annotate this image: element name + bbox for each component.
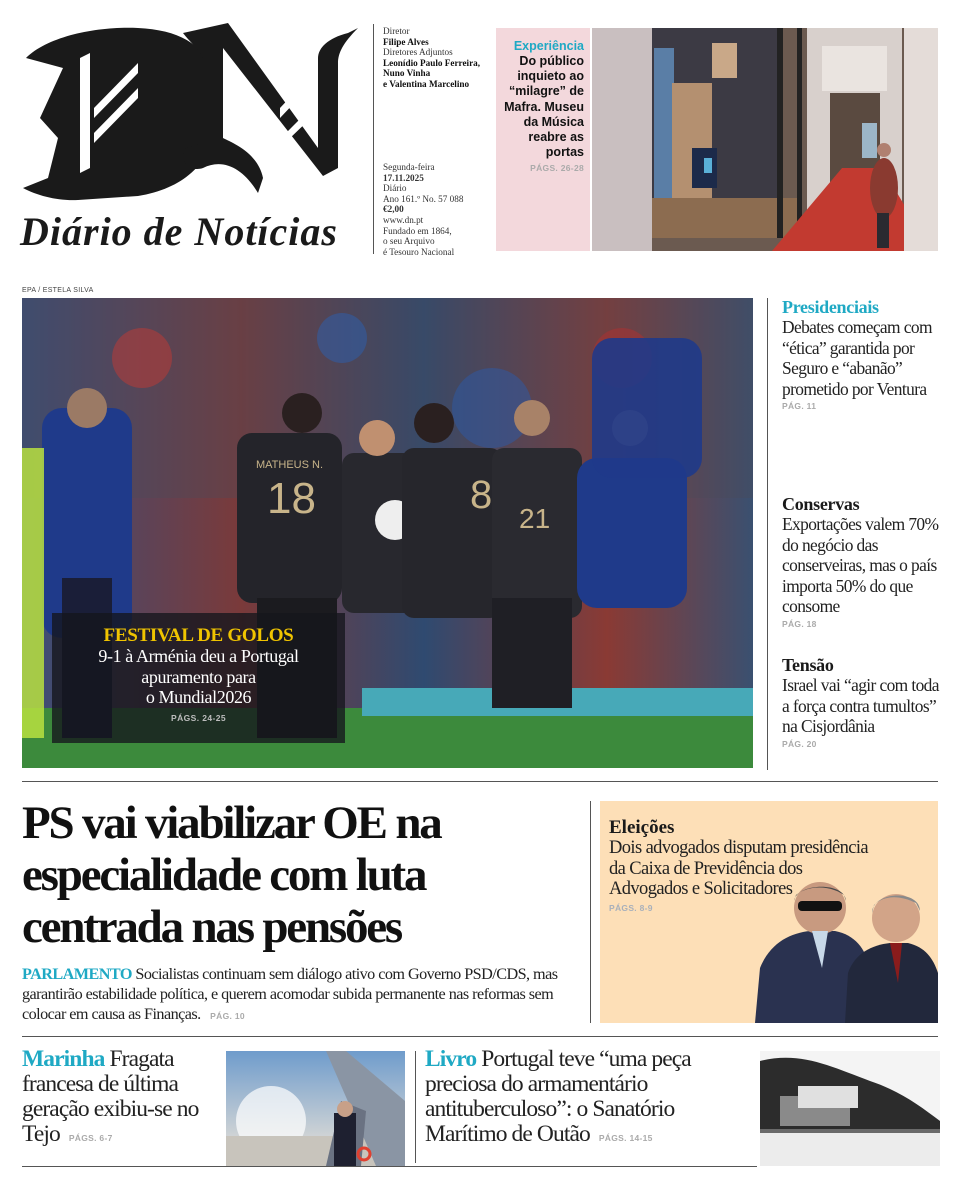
- section-divider: [22, 1036, 938, 1037]
- masthead-staff: [383, 26, 493, 90]
- bottom-headline: Portugal teve “uma peça preciosa do armamentário antituberculoso”: o Sanatório Marítimo de Outão: [425, 1046, 691, 1147]
- masthead-edition: [383, 162, 493, 257]
- bottom-pages: PÁGS. 14-15: [598, 1133, 653, 1143]
- bottom-headline: Fragata francesa de última geração exibiu-se no Tejo: [22, 1046, 199, 1147]
- bottom-kicker: Livro: [425, 1046, 477, 1072]
- elections-headline: Dois advogados disputam presidência da Caixa de Previdência dos Advogados e Solicitadores: [609, 838, 869, 900]
- founded-line: é Tesouro Nacional: [383, 246, 455, 257]
- sidebar-kicker: Tensão: [782, 655, 834, 675]
- deputy-name: e Valentina Marcelino: [383, 78, 470, 89]
- teaser-kicker: Experiência: [513, 39, 584, 53]
- sidebar-item-presidenciais[interactable]: [782, 297, 947, 411]
- teaser-headline: Do público inquieto ao “milagre” de Mafra. Museu da Música reabre as portas: [504, 54, 584, 160]
- lead-body[interactable]: [22, 964, 592, 1026]
- founded-line: o seu Arquivo: [383, 236, 435, 247]
- section-divider: [22, 781, 938, 782]
- sidebar-headline: Debates começam com “ética” garantida por Seguro e “abanão” prometido por Ventura: [782, 317, 932, 399]
- founded-line: Fundado em 1864,: [383, 225, 452, 236]
- elections-kicker: Eleições: [609, 817, 675, 838]
- deputies-label: Diretores Adjuntos: [383, 47, 453, 58]
- sanatorium-photo-icon: [760, 1051, 940, 1166]
- deputy-name: Leonídio Paulo Ferreira,: [383, 57, 481, 68]
- sidebar-headline: Exportações valem 70% do negócio das conserveiras, mas o país importa 50% do que consome: [782, 514, 939, 616]
- museum-photo: [592, 28, 938, 251]
- museum-corridor-photo-icon: [592, 28, 938, 251]
- bottom-rule: [22, 1166, 757, 1167]
- edition-price: €2,00: [383, 204, 404, 215]
- elections-pages: PÁGS. 8-9: [609, 902, 653, 913]
- sidebar-kicker: Conservas: [782, 494, 860, 514]
- edition-weekday: Segunda-feira: [383, 162, 435, 172]
- sidebar-headline: Israel vai “agir com toda a força contra tumultos” na Cisjordânia: [782, 675, 939, 736]
- sidebar-divider: [767, 298, 768, 770]
- caption-line: apuramento para: [141, 666, 256, 687]
- sidebar-pages: PÁG. 11: [782, 401, 817, 411]
- dn-blackletter-logo-icon: [18, 18, 363, 208]
- caption-kicker: FESTIVAL DE GOLOS: [103, 625, 294, 646]
- director-name: Filipe Alves: [383, 36, 429, 47]
- sidebar-pages: PÁG. 18: [782, 618, 817, 629]
- lead-divider: [590, 801, 591, 1023]
- sanatorium-photo: [760, 1051, 940, 1166]
- sidebar-item-conservas[interactable]: [782, 494, 947, 629]
- top-teaser[interactable]: [496, 28, 590, 251]
- sidebar-pages: PÁG. 20: [782, 738, 817, 749]
- caption-line: 9-1 à Arménia deu a Portugal: [98, 646, 299, 666]
- bottom-kicker: Marinha: [22, 1046, 105, 1072]
- edition-frequency: Diário: [383, 183, 407, 194]
- bottom-story-livro[interactable]: [425, 1047, 755, 1151]
- bottom-divider: [415, 1051, 416, 1163]
- sidebar-kicker: Presidenciais: [782, 297, 879, 317]
- website-link[interactable]: www.dn.pt: [383, 214, 424, 225]
- masthead-divider: [373, 24, 374, 254]
- edition-date: 17.11.2025: [383, 172, 424, 183]
- svg-text:21: 21: [519, 503, 551, 534]
- bottom-pages: PÁGS. 6-7: [68, 1133, 113, 1143]
- caption-pages: PÁGS. 24-25: [171, 712, 226, 723]
- caption-line: o Mundial2026: [145, 687, 252, 707]
- lead-pages: PÁG. 10: [210, 1011, 245, 1021]
- masthead-logo-name: Diário de Notícias: [20, 209, 338, 254]
- deputy-name: Nuno Vinha: [383, 68, 431, 79]
- elections-box[interactable]: [600, 801, 938, 1023]
- lead-headline[interactable]: PS vai viabilizar OE na especialidade com luta centrada nas pensões: [22, 797, 441, 953]
- director-label: Diretor: [383, 26, 410, 36]
- frigate-photo-icon: [226, 1051, 405, 1166]
- edition-issue: Ano 161.º No. 57 088: [383, 193, 464, 204]
- teaser-pages: PÁGS. 26-28: [530, 163, 584, 174]
- masthead-logo-monogram: [18, 18, 363, 208]
- bottom-story-marinha[interactable]: [22, 1047, 222, 1151]
- lead-text: Socialistas continuam sem diálogo ativo com Governo PSD/CDS, mas garantirão estabilidade política, e querem acomodar subida permanente nas reformas sem colocar em causa as Finanças.: [22, 965, 558, 1023]
- svg-text:MATHEUS N.: MATHEUS N.: [256, 459, 324, 471]
- lead-kicker: PARLAMENTO: [22, 965, 132, 983]
- frigate-photo: [226, 1051, 405, 1166]
- svg-text:8: 8: [470, 473, 493, 517]
- svg-text:18: 18: [267, 474, 316, 523]
- main-photo-caption[interactable]: [52, 613, 345, 743]
- sidebar-item-tensao[interactable]: [782, 655, 947, 749]
- photo-credit: EPA / ESTELA SILVA: [22, 287, 94, 294]
